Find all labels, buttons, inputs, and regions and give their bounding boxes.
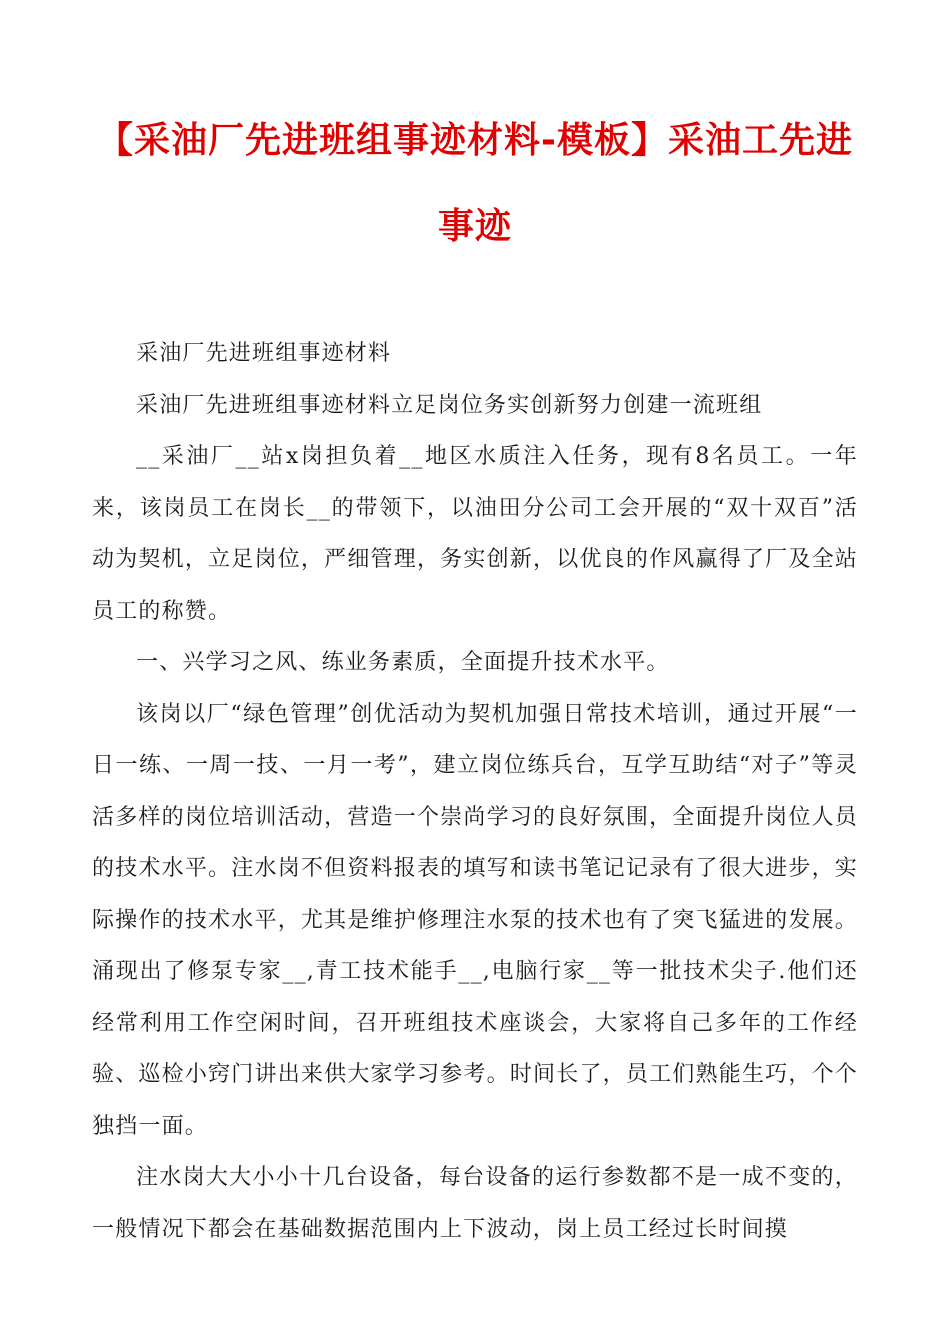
body-paragraph: __采油厂__站x岗担负着__地区水质注入任务，现有8名员工。一年来，该岗员工在岗长__的带领下，以油田分公司工会开展的“双十双百”活动为契机，立足岗位，严细管理，务实创新，以优良的作风赢得了厂及全站员工的称赞。 (92, 444, 858, 624)
body-paragraph: 一、兴学习之风、练业务素质，全面提升技术水平。 (136, 650, 670, 675)
body-paragraph: 注水岗大大小小十几台设备，每台设备的运行参数都不是一成不变的，一般情况下都会在基础数据范围内上下波动，岗上员工经过长时间摸 (92, 1165, 858, 1242)
body-paragraph: 采油厂先进班组事迹材料立足岗位务实创新努力创建一流班组 (136, 392, 763, 418)
body-paragraph: 采油厂先进班组事迹材料 (136, 341, 392, 366)
document-title: 【采油厂先进班组事迹材料-模板】采油工先进事迹 (97, 120, 853, 247)
document-body (92, 328, 858, 1255)
body-paragraph: 该岗以厂“绿色管理”创优活动为契机加强日常技术培训，通过开展“一日一练、一周一技、一月一考”，建立岗位练兵台，互学互助结“对子”等灵活多样的岗位培训活动，营造一个崇尚学习的良好氛围，全面提升岗位人员的技术水平。注水岗不但资料报表的填写和读书笔记记录有了很大进步，实际操作的技术水平，尤其是维护修理注水泵的技术也有了突飞猛进的发展。涌现出了修泵专家__,青工技术能手__,电脑行家__等一批技术尖子.他们还经常利用工作空闲时间，召开班组技术座谈会，大家将自己多年的工作经验、巡检小窍门讲出来供大家学习参考。时间长了，员工们熟能生巧，个个独挡一面。 (92, 701, 858, 1139)
